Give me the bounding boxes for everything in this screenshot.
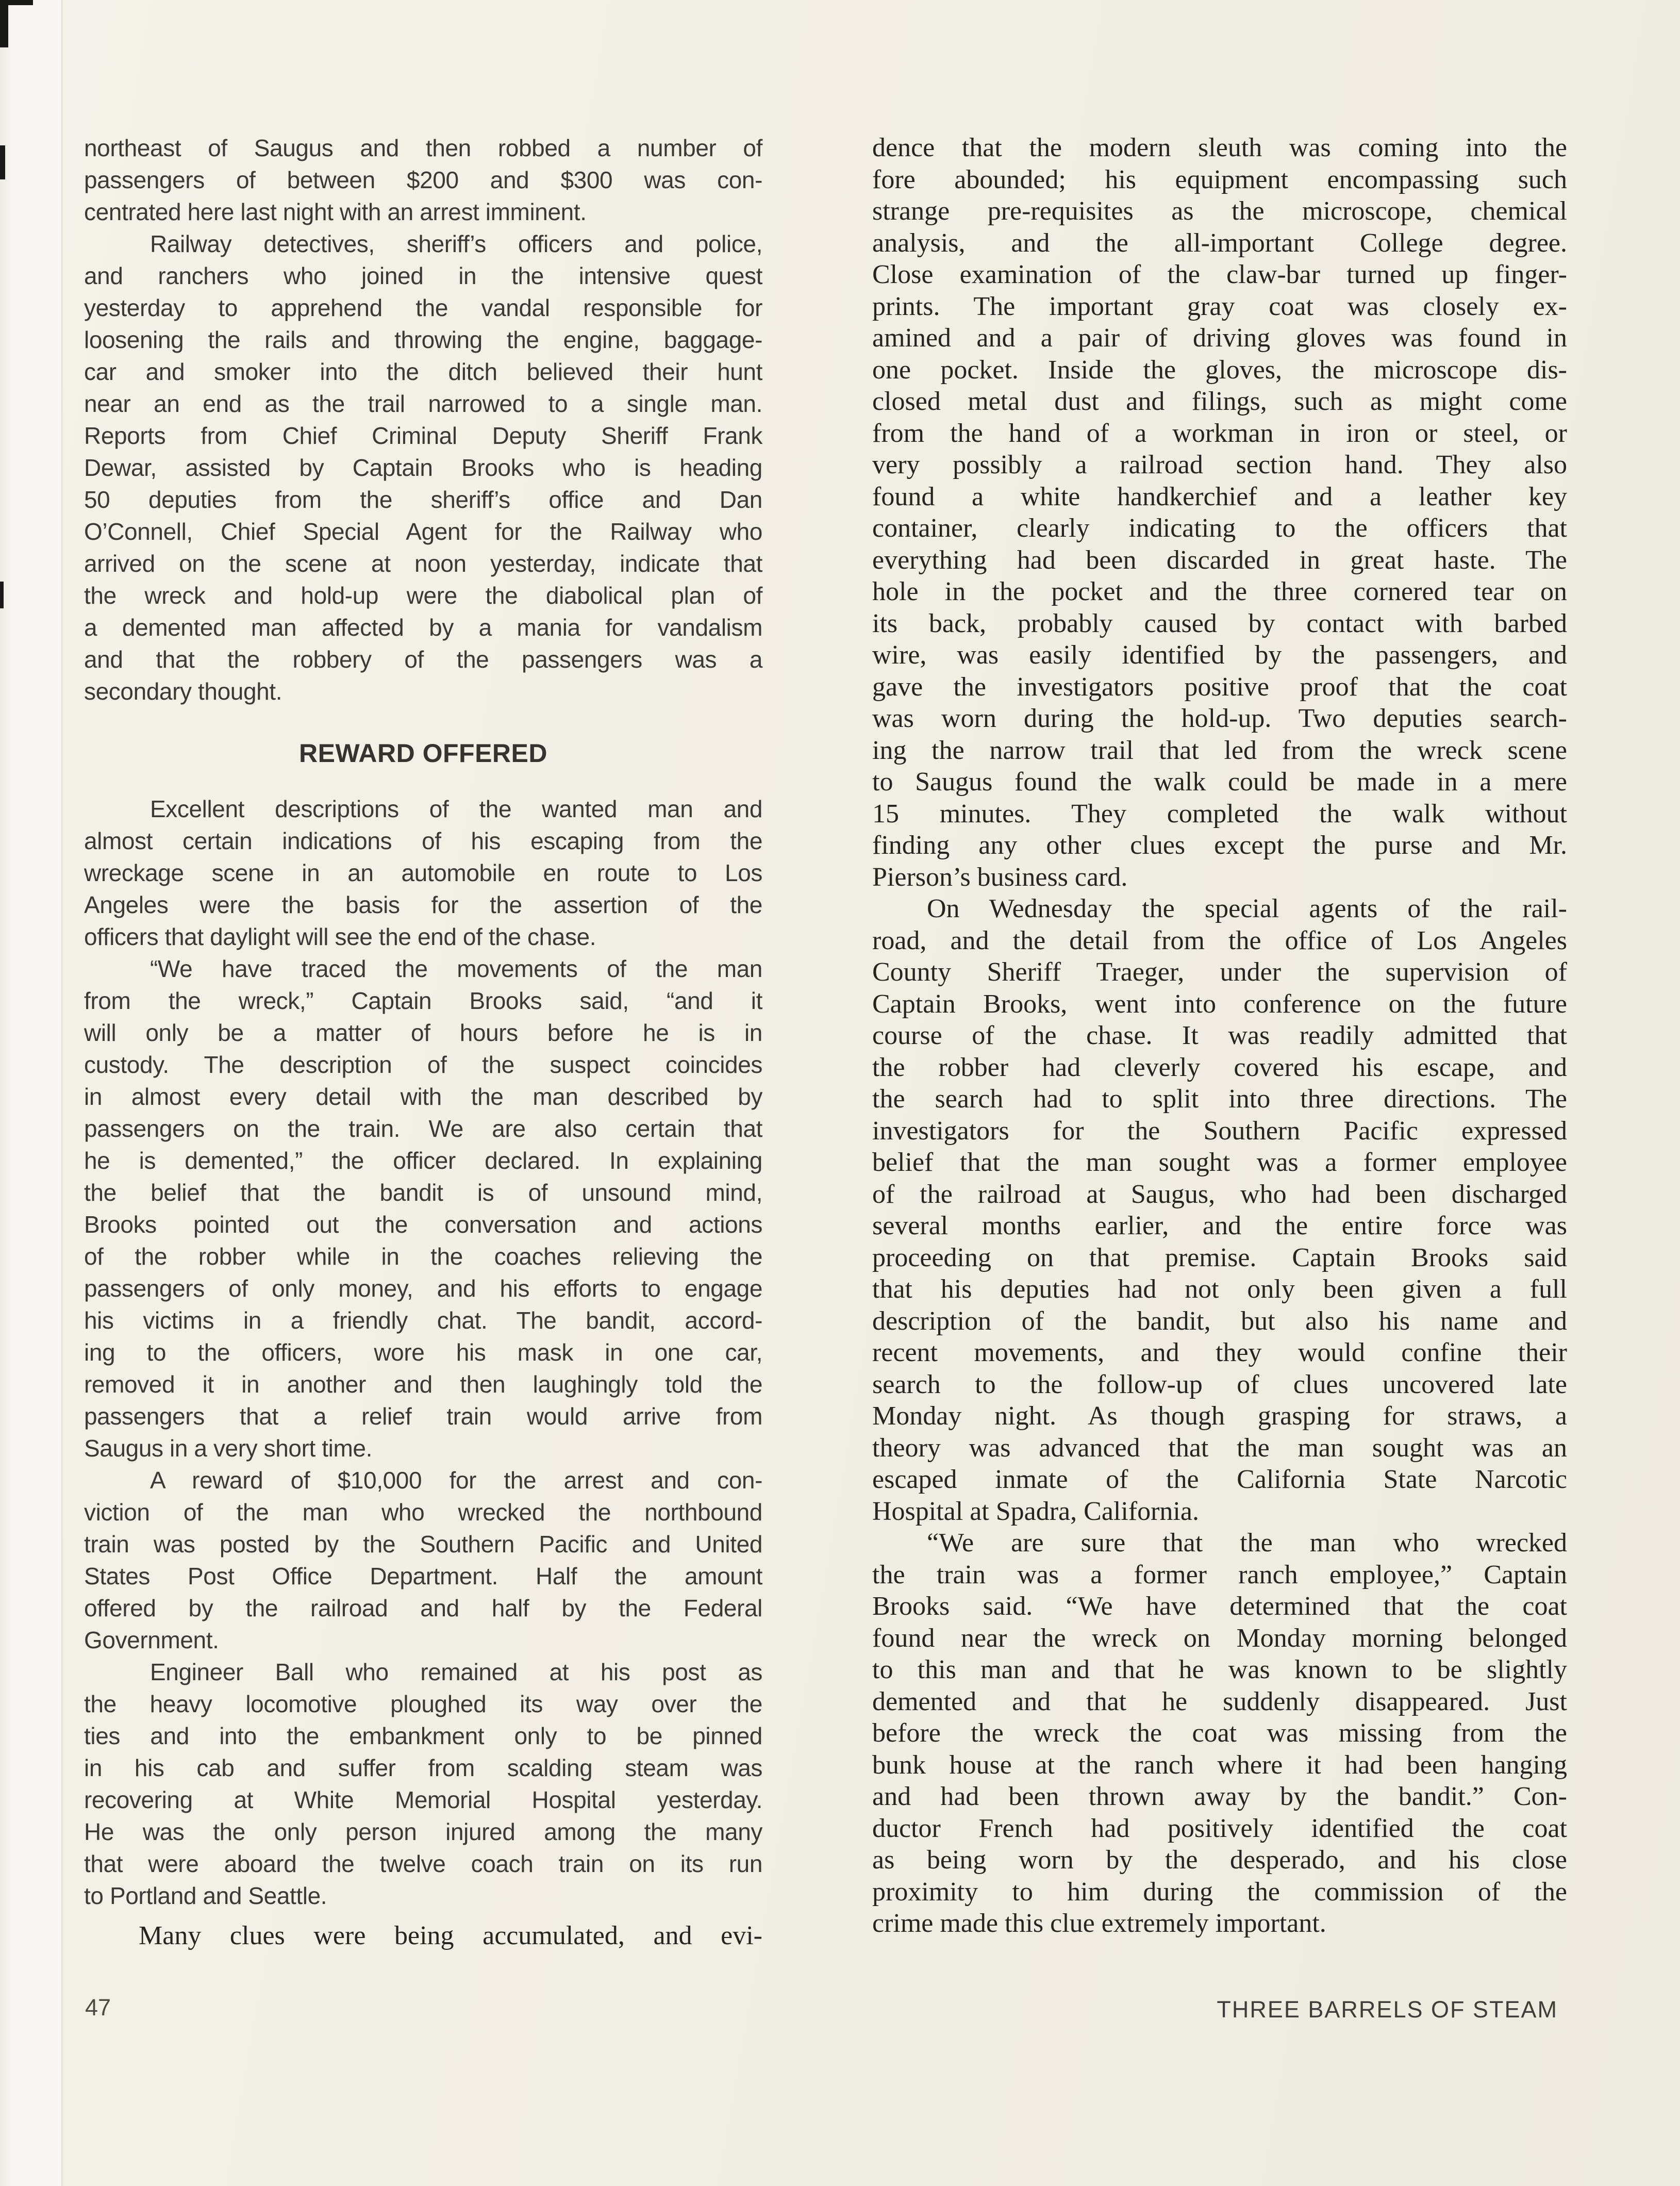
- text-line: Saugus in a very short time.: [84, 1435, 372, 1462]
- text-line: “We have traced the movements of the man: [150, 955, 762, 982]
- text-line: A reward of $10,000 for the arrest and con-: [150, 1467, 762, 1494]
- text-line: passengers on the train. We are also certain that: [84, 1115, 762, 1142]
- text-line: wreckage scene in an automobile en route to Los: [84, 859, 762, 886]
- text-line: Pierson’s business card.: [872, 862, 1128, 892]
- scan-edge-artifact: [0, 582, 4, 608]
- text-line: 15 minutes. They completed the walk without: [872, 799, 1567, 829]
- text-line: States Post Office Department. Half the amount: [84, 1563, 762, 1589]
- text-line: search to the follow-up of clues uncovered late: [872, 1369, 1567, 1399]
- text-line: road, and the detail from the office of Los Angeles: [872, 925, 1567, 955]
- text-line: Captain Brooks, went into conference on the future: [872, 989, 1567, 1019]
- text-line: strange pre-requisites as the microscope, chemical: [872, 196, 1567, 226]
- text-line: recovering at White Memorial Hospital yesterday.: [84, 1786, 762, 1813]
- text-line: He was the only person injured among the many: [84, 1818, 762, 1845]
- text-line: a demented man affected by a mania for vandalism: [84, 614, 762, 641]
- text-line: from the wreck,” Captain Brooks said, “and it: [84, 987, 762, 1014]
- text-line: finding any other clues except the purse and Mr.: [872, 831, 1567, 860]
- text-line: the wreck and hold-up were the diabolical plan of: [84, 582, 762, 609]
- text-line: passengers of only money, and his efforts to engage: [84, 1275, 762, 1302]
- text-line: amined and a pair of driving gloves was found in: [872, 323, 1567, 353]
- text-line: Reports from Chief Criminal Deputy Sheriff Frank: [84, 422, 762, 449]
- left-column-newspaper-excerpt: [84, 132, 762, 1952]
- text-line: dence that the modern sleuth was coming into the: [872, 133, 1567, 162]
- text-line: course of the chase. It was readily admitted that: [872, 1021, 1567, 1050]
- text-line: car and smoker into the ditch believed their hunt: [84, 358, 762, 385]
- text-line: Dewar, assisted by Captain Brooks who is heading: [84, 454, 762, 481]
- text-line: Angeles were the basis for the assertion of the: [84, 891, 762, 918]
- text-line: of the railroad at Saugus, who had been discharged: [872, 1179, 1567, 1209]
- text-line: On Wednesday the special agents of the rail-: [927, 894, 1567, 923]
- scan-edge-artifact: [0, 0, 33, 5]
- text-line: demented and that he suddenly disappeared. Just: [872, 1686, 1567, 1716]
- text-line: found near the wreck on Monday morning belonged: [872, 1623, 1567, 1653]
- text-line: very possibly a railroad section hand. They also: [872, 450, 1567, 479]
- text-line: several months earlier, and the entire force was: [872, 1211, 1567, 1240]
- text-line: near an end as the trail narrowed to a single man.: [84, 390, 762, 417]
- text-line: O’Connell, Chief Special Agent for the Railway who: [84, 518, 762, 545]
- text-line: removed it in another and then laughingly told the: [84, 1371, 762, 1398]
- text-line: will only be a matter of hours before he is in: [84, 1019, 762, 1046]
- text-line: the heavy locomotive ploughed its way over the: [84, 1691, 762, 1717]
- text-line: and ranchers who joined in the intensive quest: [84, 262, 762, 289]
- text-line: officers that daylight will see the end of the chase.: [84, 923, 596, 950]
- text-line: ties and into the embankment only to be pinned: [84, 1723, 762, 1749]
- text-line: his victims in a friendly chat. The bandit, accord-: [84, 1307, 762, 1334]
- text-line: everything had been discarded in great haste. The: [872, 545, 1567, 575]
- text-line: secondary thought.: [84, 678, 282, 705]
- text-line: ing to the officers, wore his mask in one car,: [84, 1339, 762, 1366]
- text-line: prints. The important gray coat was closely ex-: [872, 291, 1567, 321]
- text-line: wire, was easily identified by the passengers, and: [872, 640, 1567, 670]
- text-line: analysis, and the all-important College degree.: [872, 228, 1567, 258]
- text-line: belief that the man sought was a former employee: [872, 1148, 1567, 1177]
- section-heading: REWARD OFFERED: [299, 739, 547, 768]
- text-line: 50 deputies from the sheriff’s office and Dan: [84, 486, 762, 513]
- text-line: theory was advanced that the man sought was an: [872, 1433, 1567, 1463]
- text-line: and had been thrown away by the bandit.” Con-: [872, 1782, 1567, 1811]
- text-line: the robber had cleverly covered his escape, and: [872, 1052, 1567, 1082]
- text-line: the train was a former ranch employee,” Captain: [872, 1560, 1567, 1589]
- text-line: to Portland and Seattle.: [84, 1882, 327, 1909]
- text-line: escaped inmate of the California State Narcotic: [872, 1465, 1567, 1494]
- text-line: ing the narrow trail that led from the wreck scene: [872, 735, 1567, 765]
- text-line: its back, probably caused by contact with barbed: [872, 608, 1567, 638]
- text-line: as being worn by the desperado, and his close: [872, 1845, 1567, 1875]
- text-line: proximity to him during the commission of the: [872, 1877, 1567, 1907]
- text-line: centrated here last night with an arrest imminent.: [84, 198, 587, 225]
- text-line: one pocket. Inside the gloves, the microscope dis-: [872, 355, 1567, 385]
- text-line: viction of the man who wrecked the northbound: [84, 1499, 762, 1526]
- text-line: Monday night. As though grasping for straws, a: [872, 1401, 1567, 1431]
- text-line: Hospital at Spadra, California.: [872, 1496, 1199, 1526]
- text-line: custody. The description of the suspect coincides: [84, 1051, 762, 1078]
- text-line: the belief that the bandit is of unsound mind,: [84, 1179, 762, 1206]
- text-line: Railway detectives, sheriff’s officers and police,: [150, 230, 762, 257]
- text-line: offered by the railroad and half by the Federal: [84, 1595, 762, 1621]
- text-line: found a white handkerchief and a leather key: [872, 482, 1567, 511]
- text-line: and that the robbery of the passengers was a: [84, 646, 762, 673]
- text-line: Brooks said. “We have determined that the coat: [872, 1592, 1567, 1621]
- page-number: 47: [85, 1994, 111, 2021]
- text-line: before the wreck the coat was missing from the: [872, 1718, 1567, 1748]
- text-line: Many clues were being accumulated, and evi-: [139, 1921, 762, 1950]
- text-line: “We are sure that the man who wrecked: [927, 1528, 1567, 1558]
- text-line: passengers that a relief train would arrive from: [84, 1403, 762, 1430]
- text-line: the search had to split into three directions. The: [872, 1084, 1567, 1114]
- text-line: description of the bandit, but also his name and: [872, 1306, 1567, 1336]
- right-column-body-text: [872, 132, 1567, 1940]
- text-line: Excellent descriptions of the wanted man and: [150, 796, 762, 822]
- text-line: Engineer Ball who remained at his post as: [150, 1659, 762, 1685]
- text-line: to this man and that he was known to be slightly: [872, 1655, 1567, 1684]
- text-line: loosening the rails and throwing the engine, baggage-: [84, 326, 762, 353]
- text-line: Brooks pointed out the conversation and actions: [84, 1211, 762, 1238]
- text-line: to Saugus found the walk could be made in a mere: [872, 767, 1567, 797]
- text-line: gave the investigators positive proof that the coat: [872, 672, 1567, 702]
- text-line: was worn during the hold-up. Two deputies search-: [872, 704, 1567, 733]
- text-line: passengers of between $200 and $300 was con-: [84, 167, 762, 193]
- text-line: Government.: [84, 1627, 219, 1653]
- page-crease-line: [61, 0, 63, 2186]
- text-line: ductor French had positively identified the coat: [872, 1813, 1567, 1843]
- text-line: that his deputies had not only been given a full: [872, 1274, 1567, 1304]
- text-line: proceeding on that premise. Captain Brooks said: [872, 1243, 1567, 1272]
- running-title: THREE BARRELS OF STEAM: [1217, 1996, 1558, 2023]
- text-line: in almost every detail with the man described by: [84, 1083, 762, 1110]
- page-binding-edge: [0, 0, 62, 2186]
- text-line: train was posted by the Southern Pacific and United: [84, 1531, 762, 1558]
- text-line: almost certain indications of his escaping from the: [84, 827, 762, 854]
- text-line: container, clearly indicating to the officers that: [872, 514, 1567, 543]
- text-line: bunk house at the ranch where it had been hanging: [872, 1750, 1567, 1780]
- text-line: yesterday to apprehend the vandal responsible for: [84, 294, 762, 321]
- text-line: northeast of Saugus and then robbed a number of: [84, 135, 762, 161]
- text-line: in his cab and suffer from scalding steam was: [84, 1754, 762, 1781]
- text-line: of the robber while in the coaches relieving the: [84, 1243, 762, 1270]
- text-line: closed metal dust and filings, such as might come: [872, 387, 1567, 416]
- text-line: he is demented,” the officer declared. In explaining: [84, 1147, 762, 1174]
- text-line: from the hand of a workman in iron or steel, or: [872, 418, 1567, 448]
- text-line: that were aboard the twelve coach train on its run: [84, 1850, 762, 1877]
- text-line: crime made this clue extremely important.: [872, 1909, 1326, 1938]
- text-line: investigators for the Southern Pacific expressed: [872, 1116, 1567, 1146]
- text-line: fore abounded; his equipment encompassing such: [872, 164, 1567, 194]
- text-line: hole in the pocket and the three cornered tear on: [872, 577, 1567, 606]
- text-line: County Sheriff Traeger, under the supervision of: [872, 957, 1567, 987]
- text-line: recent movements, and they would confine their: [872, 1338, 1567, 1367]
- scan-edge-artifact: [0, 0, 8, 47]
- scan-edge-artifact: [0, 145, 5, 179]
- text-line: Close examination of the claw-bar turned up finger-: [872, 260, 1567, 289]
- text-line: arrived on the scene at noon yesterday, indicate that: [84, 550, 762, 577]
